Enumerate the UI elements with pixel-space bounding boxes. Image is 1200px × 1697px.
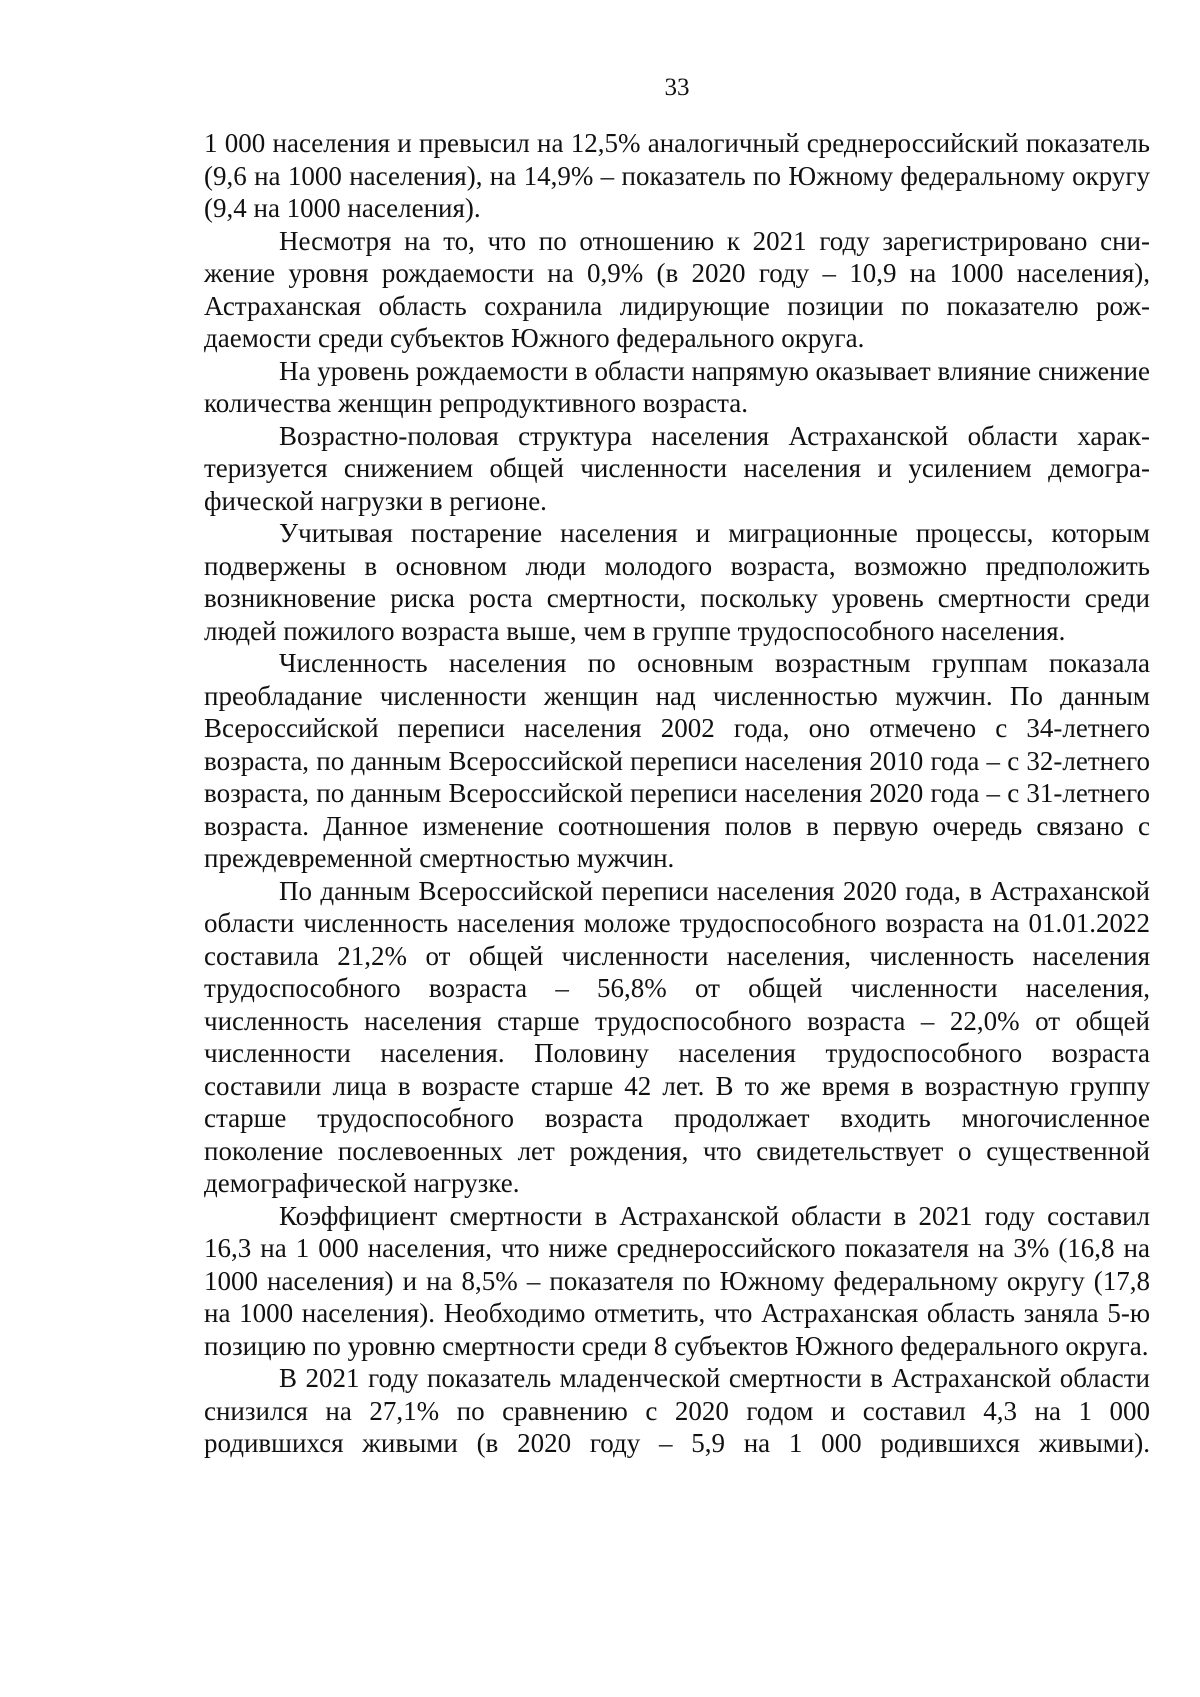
paragraph-infant-mortality: В 2021 году показатель младенческой смертности в Астраханской области снизился на 27,1% по сравнению с 2020 годом и составил 4,3 на 1 000 родившихся живыми (в 2020 году – 5,9 на 1 000 родившихся живыми). — [204, 1363, 1150, 1458]
paragraph-census-gender-ratio: Численность населения по основным возрастным группам показала преобладание численности женщин над численностью мужчин. По данным Всероссийской переписи населения 2002 года, оно отмечено с 34-летнего возраста, по данным Всероссийской переписи населения 2010 года – с 32-летнего возраста, по данным Всероссийской переписи населения 2020 года – с 31-летнего возраста. Данное изменение соотношения полов в первую очередь связано с преждевременной смертностью мужчин. — [204, 648, 1150, 873]
page-number: 33 — [664, 74, 690, 101]
paragraph-mortality-risk: Учитывая постарение населения и миграционные процессы, которым подвержены в основном люди молодого возраста, возможно предположить возникновение риска роста смертности, поскольку уровень смертности среди людей пожилого возраста выше, чем в группе трудоспособного населения. — [204, 518, 1150, 646]
paragraph-mortality-coefficient: Коэффициент смертности в Астраханской области в 2021 году составил 16,3 на 1 000 населения, что ниже среднероссийского показателя на 3% (16,8 на 1000 населения) и на 8,5% – показателя по Южному федеральному округу (17,8 на 1000 населения). Необходимо отметить, что Астраханская область заняла 5-ю позицию по уровню смертности среди 8 субъектов Южного федерального округа. — [204, 1200, 1150, 1361]
paragraph-reproductive-women: На уровень рождаемости в области напрямую оказывает влияние снижение количества женщин репродуктивного возраста. — [204, 355, 1150, 418]
body-text — [204, 127, 1150, 1460]
paragraph-age-groups-census-2020: По данным Всероссийской переписи населения 2020 года, в Астраханской области численность населения моложе трудоспособного возраста на 01.01.2022 составила 21,2% от общей численности населения, численность населения трудоспособного возраста – 56,8% от общей численности населения, численность населения старше трудоспособного возраста – 22,0% от общей численности населения. Половину населения трудоспособного возраста составили лица в возрасте старше 42 лет. В то же время в возрастную группу старше трудоспособного возраста продолжает входить многочисленное поколение послевоенных лет рождения, что свидетельствует о существенной демографической нагрузке. — [204, 875, 1150, 1198]
paragraph-birth-rate-decline: Несмотря на то, что по отношению к 2021 году зарегистрировано снижение уровня рождаемости на 0,9% (в 2020 году – 10,9 на 1000 населения), Астраханская область сохранила лидирующие позиции по показателю рождаемости среди субъектов Южного федерального округа. — [204, 225, 1150, 353]
paragraph-birth-rate-comparison: 1 000 населения и превысил на 12,5% аналогичный среднероссийский показатель (9,6 на 1000 населения), на 14,9% – показатель по Южному федеральному округу (9,4 на 1000 населения). — [204, 128, 1150, 223]
document-page — [204, 0, 1150, 1697]
paragraph-age-sex-structure: Возрастно-половая структура населения Астраханской области характеризуется снижением общей численности населения и усилением демографической нагрузки в регионе. — [204, 420, 1150, 516]
